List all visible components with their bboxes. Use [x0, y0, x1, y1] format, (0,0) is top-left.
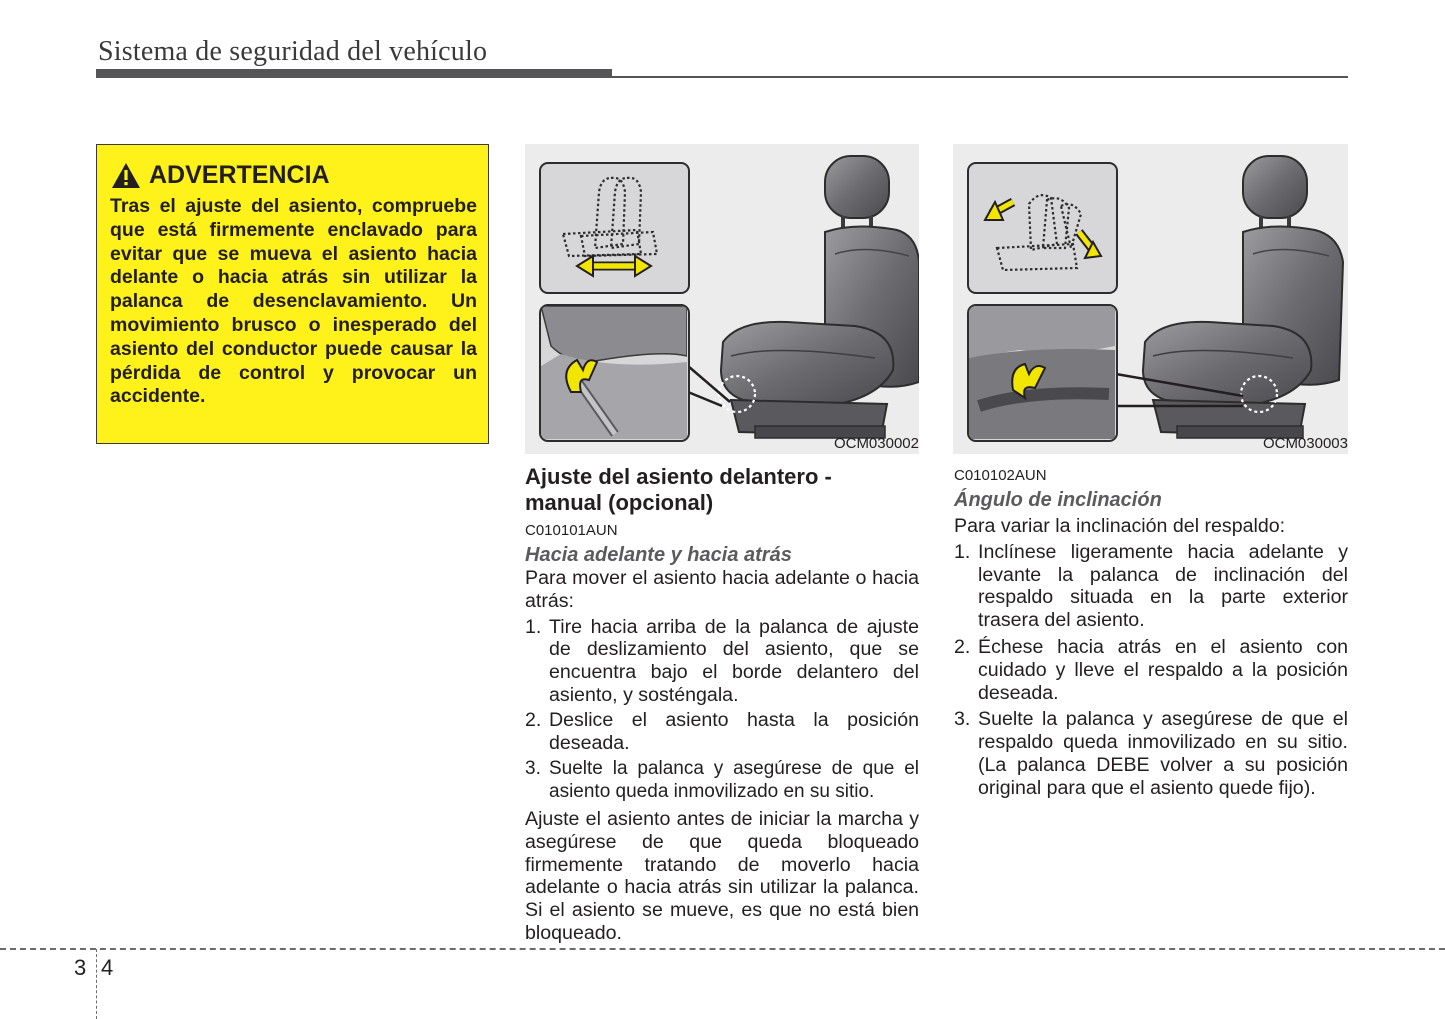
section-code: C010102AUN	[954, 467, 1047, 484]
inset-seat-slide-diagram	[539, 162, 690, 294]
list-item-text: Inclínese ligeramente hacia adelante y levante la palanca de inclinación del respaldo situada en la parte exterior trasera del asiento.	[978, 540, 1348, 632]
list-item	[954, 708, 1348, 799]
footer-dashed-divider	[96, 949, 97, 1019]
warning-box	[96, 144, 489, 444]
figure-seat-slide	[525, 144, 919, 454]
list-item-number: 2.	[525, 708, 542, 731]
warning-text: Tras el ajuste del asiento, compruebe que está firmemente enclavado para evitar que se mueva el asiento hacia delante o hacia atrás sin utilizar la palanca de desenclavamiento. Un movimiento brusco o inesperado del asiento del conductor puede causar la pérdida de control y provocar un accidente.	[110, 195, 477, 408]
section-code: C010101AUN	[525, 522, 618, 539]
page-number: 4	[101, 955, 114, 980]
section-title-line2: manual (opcional)	[525, 490, 714, 515]
list-item-text: Deslice el asiento hasta la posición deseada.	[549, 708, 919, 754]
list-item-number: 1.	[954, 540, 971, 563]
header-rule-thin	[96, 76, 1348, 78]
section-front-seat-adjust	[525, 464, 919, 945]
list-item-number: 3.	[954, 708, 971, 731]
inset-recline-lever-closeup	[967, 304, 1118, 442]
intro-paragraph: Para variar la inclinación del respaldo:	[954, 515, 1286, 537]
inset-seat-lever-closeup	[539, 304, 690, 442]
list-item-text: Suelte la palanca y asegúrese de que el asiento queda inmovilizado en su sitio.	[549, 758, 919, 803]
list-item	[525, 709, 919, 755]
section-title-line1: Ajuste del asiento delantero -	[525, 464, 832, 489]
list-item-text: Suelte la palanca y asegúrese de que el respaldo queda inmovilizado en su sitio. (La palanca DEBE volver a su posición original para que el asiento quede fijo).	[978, 708, 1348, 799]
figure-seat-recline	[953, 144, 1348, 454]
section-subtitle: Ángulo de inclinación	[954, 489, 1162, 511]
list-item-number: 1.	[525, 615, 542, 638]
list-item	[954, 541, 1348, 632]
inset-recline-diagram	[967, 162, 1118, 294]
list-item-number: 3.	[525, 758, 541, 780]
section-recline-angle	[954, 467, 1348, 800]
list-item-number: 2.	[954, 635, 971, 658]
warning-triangle-icon	[111, 162, 141, 189]
list-item-text: Échese hacia atrás en el asiento con cuidado y lleve el respaldo a la posición deseada.	[978, 635, 1348, 704]
warning-heading	[111, 161, 330, 190]
page-header-title: Sistema de seguridad del vehículo	[98, 36, 488, 67]
list-item	[525, 616, 919, 707]
intro-paragraph: Para mover el asiento hacia adelante o hacia atrás:	[525, 567, 919, 612]
list-item	[954, 636, 1348, 704]
warning-title: ADVERTENCIA	[149, 161, 330, 189]
list-item	[525, 758, 919, 804]
figure-code: OCM030003	[1262, 435, 1348, 452]
closing-paragraph: Ajuste el asiento antes de iniciar la marcha y asegúrese de que queda bloqueado firmemente tratando de moverlo hacia adelante o hacia atrás sin utilizar la palanca. Si el asiento se mueve, es que no está bien bloqueado.	[525, 807, 919, 944]
section-subtitle: Hacia adelante y hacia atrás	[525, 544, 792, 566]
footer-dashed-rule	[0, 948, 1445, 950]
list-item-text: Tire hacia arriba de la palanca de ajuste de deslizamiento del asiento, que se encuentra bajo el borde delantero del asiento, y sosténgala.	[549, 615, 919, 706]
page-chapter-number: 3	[74, 955, 87, 980]
figure-code: OCM030002	[833, 435, 919, 452]
